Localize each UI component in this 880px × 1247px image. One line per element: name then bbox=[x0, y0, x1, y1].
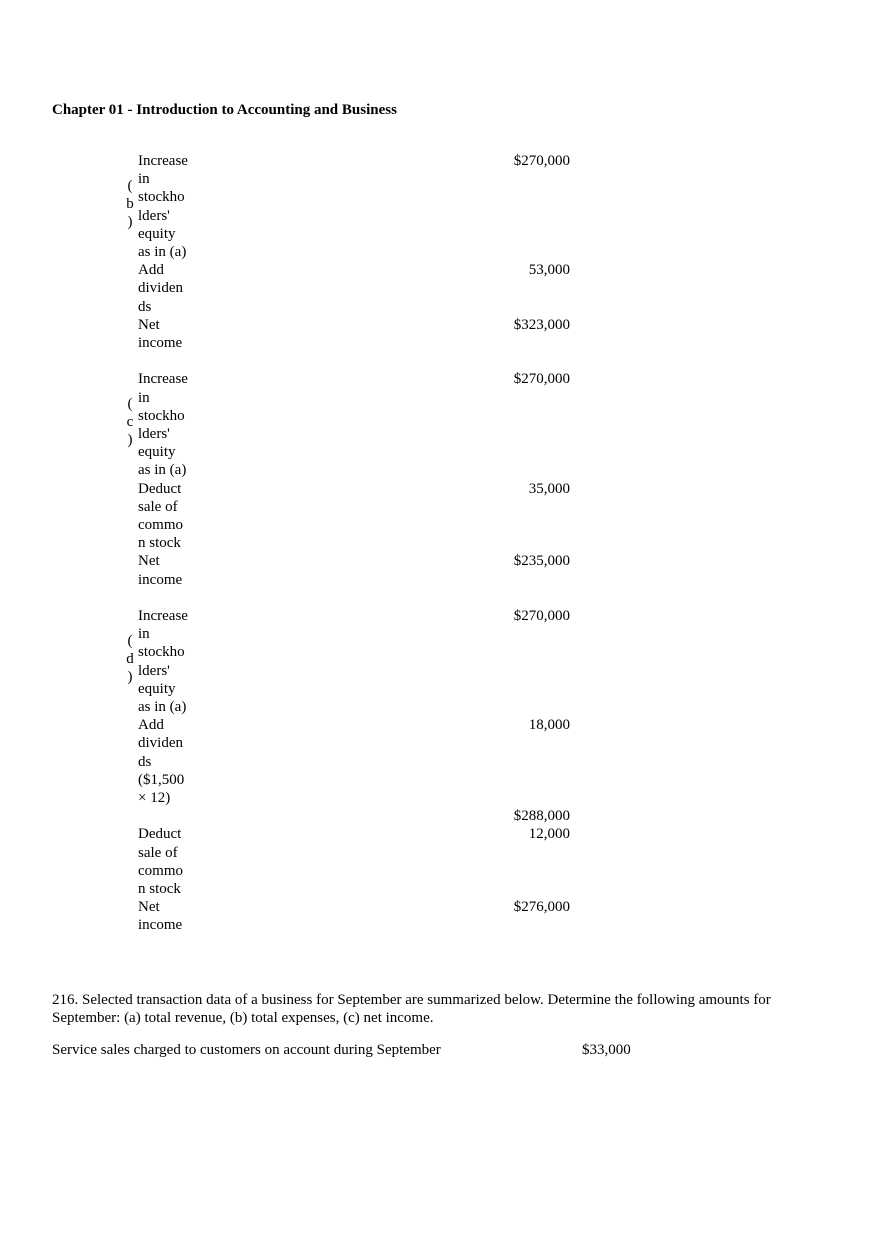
row-label-line: as in (a) bbox=[138, 244, 187, 260]
part-letter: ( bbox=[127, 396, 133, 412]
row-label-line: stockho bbox=[138, 189, 185, 206]
row-label-line: lders' bbox=[138, 662, 170, 679]
transaction-amount: $33,000 bbox=[582, 1042, 631, 1058]
part-letter: c bbox=[126, 414, 134, 430]
row-amount: 53,000 bbox=[528, 262, 570, 279]
row-label-line: in bbox=[138, 389, 150, 406]
row-label-line: equity bbox=[138, 225, 176, 242]
row-amount: $270,000 bbox=[513, 153, 570, 169]
row-label-line: as in (a) bbox=[138, 462, 187, 479]
row-amount: $276,000 bbox=[513, 899, 570, 916]
row-label-line: Increase bbox=[138, 608, 188, 624]
row-label-line: in bbox=[138, 171, 150, 188]
row-label-line: as in (a) bbox=[138, 699, 187, 715]
part-letter: ( bbox=[127, 632, 133, 649]
row-label-line: lders' bbox=[138, 207, 170, 224]
part-letter: b bbox=[126, 195, 134, 212]
row-label-line: stockho bbox=[138, 407, 185, 424]
row-label-line: income bbox=[138, 917, 183, 934]
row-label-line: n stock bbox=[138, 535, 181, 552]
row-label-line: income bbox=[138, 335, 183, 351]
row-label-line: equity bbox=[138, 444, 176, 461]
row-label-line: Increase bbox=[138, 371, 188, 388]
row-amount: 18,000 bbox=[528, 717, 570, 734]
row-label-line: ($1,500 bbox=[138, 771, 185, 788]
row-amount: 35,000 bbox=[528, 480, 570, 497]
row-amount: $270,000 bbox=[513, 371, 570, 388]
row-label-line: stockho bbox=[138, 644, 185, 661]
part-letter: d bbox=[126, 650, 134, 667]
transaction-label: Service sales charged to customers on account during September bbox=[52, 1042, 441, 1058]
row-label-line: Net bbox=[138, 899, 160, 916]
row-amount: 12,000 bbox=[528, 826, 570, 843]
row-label-line: sale of bbox=[138, 498, 178, 515]
question-text: 216. Selected transaction data of a business for September are summarized below. Determine the following amounts for September: (a) total revenue, (b) total expenses, (c) net income. bbox=[52, 992, 771, 1027]
row-amount: $288,000 bbox=[513, 808, 570, 825]
row-label-line: ds bbox=[138, 298, 152, 315]
part-letter: ( bbox=[127, 177, 133, 194]
row-label-line: sale of bbox=[138, 844, 178, 861]
row-label-line: Increase bbox=[138, 153, 188, 169]
row-label-line: Net bbox=[138, 553, 160, 570]
part-letter: ) bbox=[127, 432, 133, 448]
page-title: Chapter 01 - Introduction to Accounting and Business bbox=[52, 102, 397, 118]
row-label-line: commo bbox=[138, 862, 183, 879]
row-label-line: dividen bbox=[138, 735, 183, 752]
row-label-line: Net bbox=[138, 316, 160, 333]
row-label-line: Add bbox=[138, 262, 164, 279]
row-label-line: Add bbox=[138, 717, 164, 734]
row-label-line: n stock bbox=[138, 881, 181, 897]
row-label-line: income bbox=[138, 571, 183, 588]
part-letter: ) bbox=[127, 668, 133, 685]
row-label-line: Deduct bbox=[138, 480, 182, 497]
row-label-line: lders' bbox=[138, 426, 170, 442]
row-label-line: ds bbox=[138, 753, 152, 770]
row-label-line: Deduct bbox=[138, 826, 182, 843]
row-amount: $323,000 bbox=[513, 316, 570, 333]
row-label-line: commo bbox=[138, 517, 183, 533]
row-label-line: equity bbox=[138, 680, 176, 697]
part-letter: ) bbox=[127, 213, 133, 230]
row-amount: $235,000 bbox=[513, 553, 570, 570]
row-label-line: dividen bbox=[138, 280, 183, 297]
row-amount: $270,000 bbox=[513, 608, 570, 624]
row-label-line: × 12) bbox=[138, 790, 171, 806]
row-label-line: in bbox=[138, 626, 150, 643]
